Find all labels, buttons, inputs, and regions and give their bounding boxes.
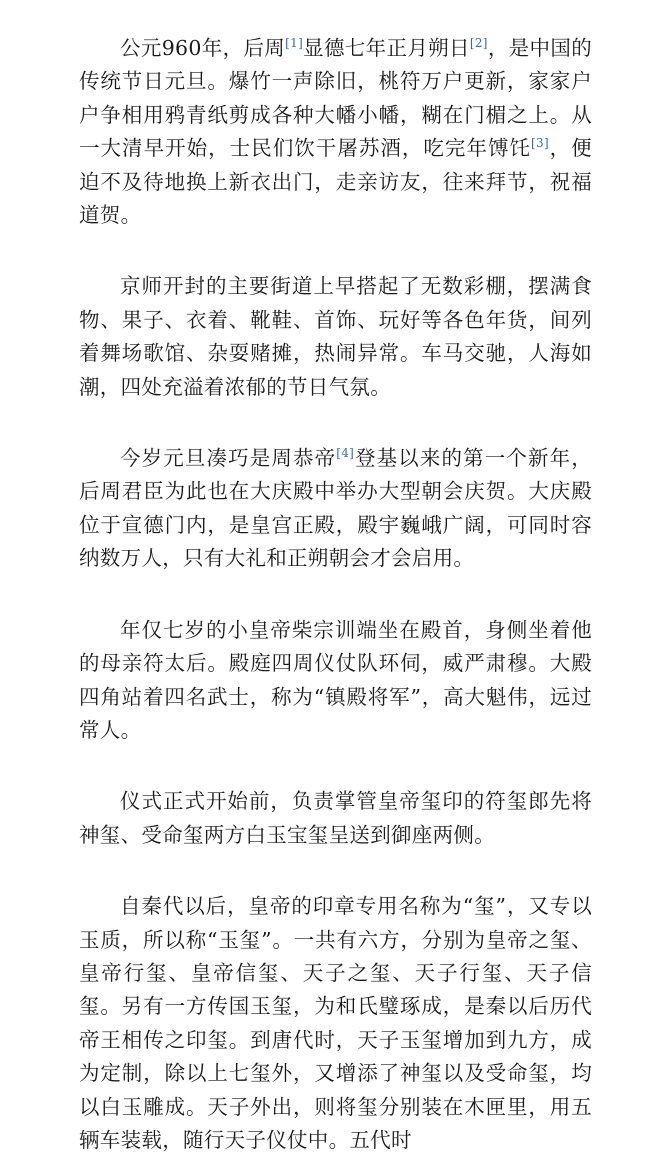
paragraph-text: ，便迫不及待地换上新衣出门，走亲访友，往来拜节，祝福道贺。 — [79, 136, 592, 228]
paragraph-text: 今岁元旦凑巧是周恭帝 — [120, 446, 337, 471]
paragraph-text: 公元960年，后周 — [120, 36, 286, 60]
footnote-ref-3[interactable]: [3] — [531, 136, 549, 151]
paragraph-5 — [79, 785, 592, 852]
paragraph-text: 显德七年正月朔日 — [303, 36, 470, 60]
paragraph-text: ，是中国的传统节日元旦。爆竹一声除旧，桃符万户更新，家家户户争相用鸦青纸剪成各种大幡小幡，糊在门楣之上。从一大清早开始，士民们饮干屠苏酒，吃完年馎饦 — [79, 36, 593, 161]
paragraph-text: 仪式正式开始前，负责掌管皇帝玺印的符玺郎先将神玺、受命玺两方白玉宝玺呈送到御座两侧。 — [79, 789, 592, 847]
paragraph-text: 自秦代以后，皇帝的印章专用名称为“玺”，又专以玉质，所以称“玉玺”。一共有六方，分别为皇帝之玺、皇帝行玺、皇帝信玺、天子之玺、天子行玺、天子信玺。另有一方传国玉玺，为和氏璧琢成，是秦以后历代帝王相传之印玺。到唐代时，天子玉玺增加到九方，成为定制，除以上七玺外，又增添了神玺以及受命玺，均以白玉雕成。天子外出，则将玺分别装在木匣里，用五辆车装载，随行天子仪仗中。五代时 — [79, 894, 592, 1152]
paragraph-text: 登基以来的第一个新年，后周君臣为此也在大庆殿中举办大型朝会庆贺。大庆殿位于宣德门内，是皇宫正殿，殿宇巍峨广阔，可同时容纳数万人，只有大礼和正朔朝会才会启用。 — [79, 446, 592, 571]
paragraph-1 — [79, 32, 592, 232]
paragraph-6 — [79, 890, 592, 1157]
footnote-ref-4[interactable]: [4] — [336, 446, 355, 461]
paragraph-text: 年仅七岁的小皇帝柴宗训端坐在殿首，身侧坐着他的母亲符太后。殿庭四周仪仗队环伺，威严肃穆。大殿四角站着四名武士，称为“镇殿将军”，高大魁伟，远过常人。 — [79, 617, 592, 742]
paragraph-4 — [79, 614, 592, 748]
footnote-ref-2[interactable]: [2] — [469, 36, 488, 51]
paragraph-text: 京师开封的主要街道上早搭起了无数彩棚，摆满食物、果子、衣着、靴鞋、首饰、玩好等各色年货，间列着舞场歌馆、杂耍赌摊，热闹异常。车马交驰，人海如潮，四处充溢着浓郁的节日气氛。 — [79, 274, 592, 399]
footnote-ref-1[interactable]: [1] — [285, 36, 304, 51]
paragraph-3 — [79, 442, 592, 576]
paragraph-2 — [79, 270, 592, 404]
